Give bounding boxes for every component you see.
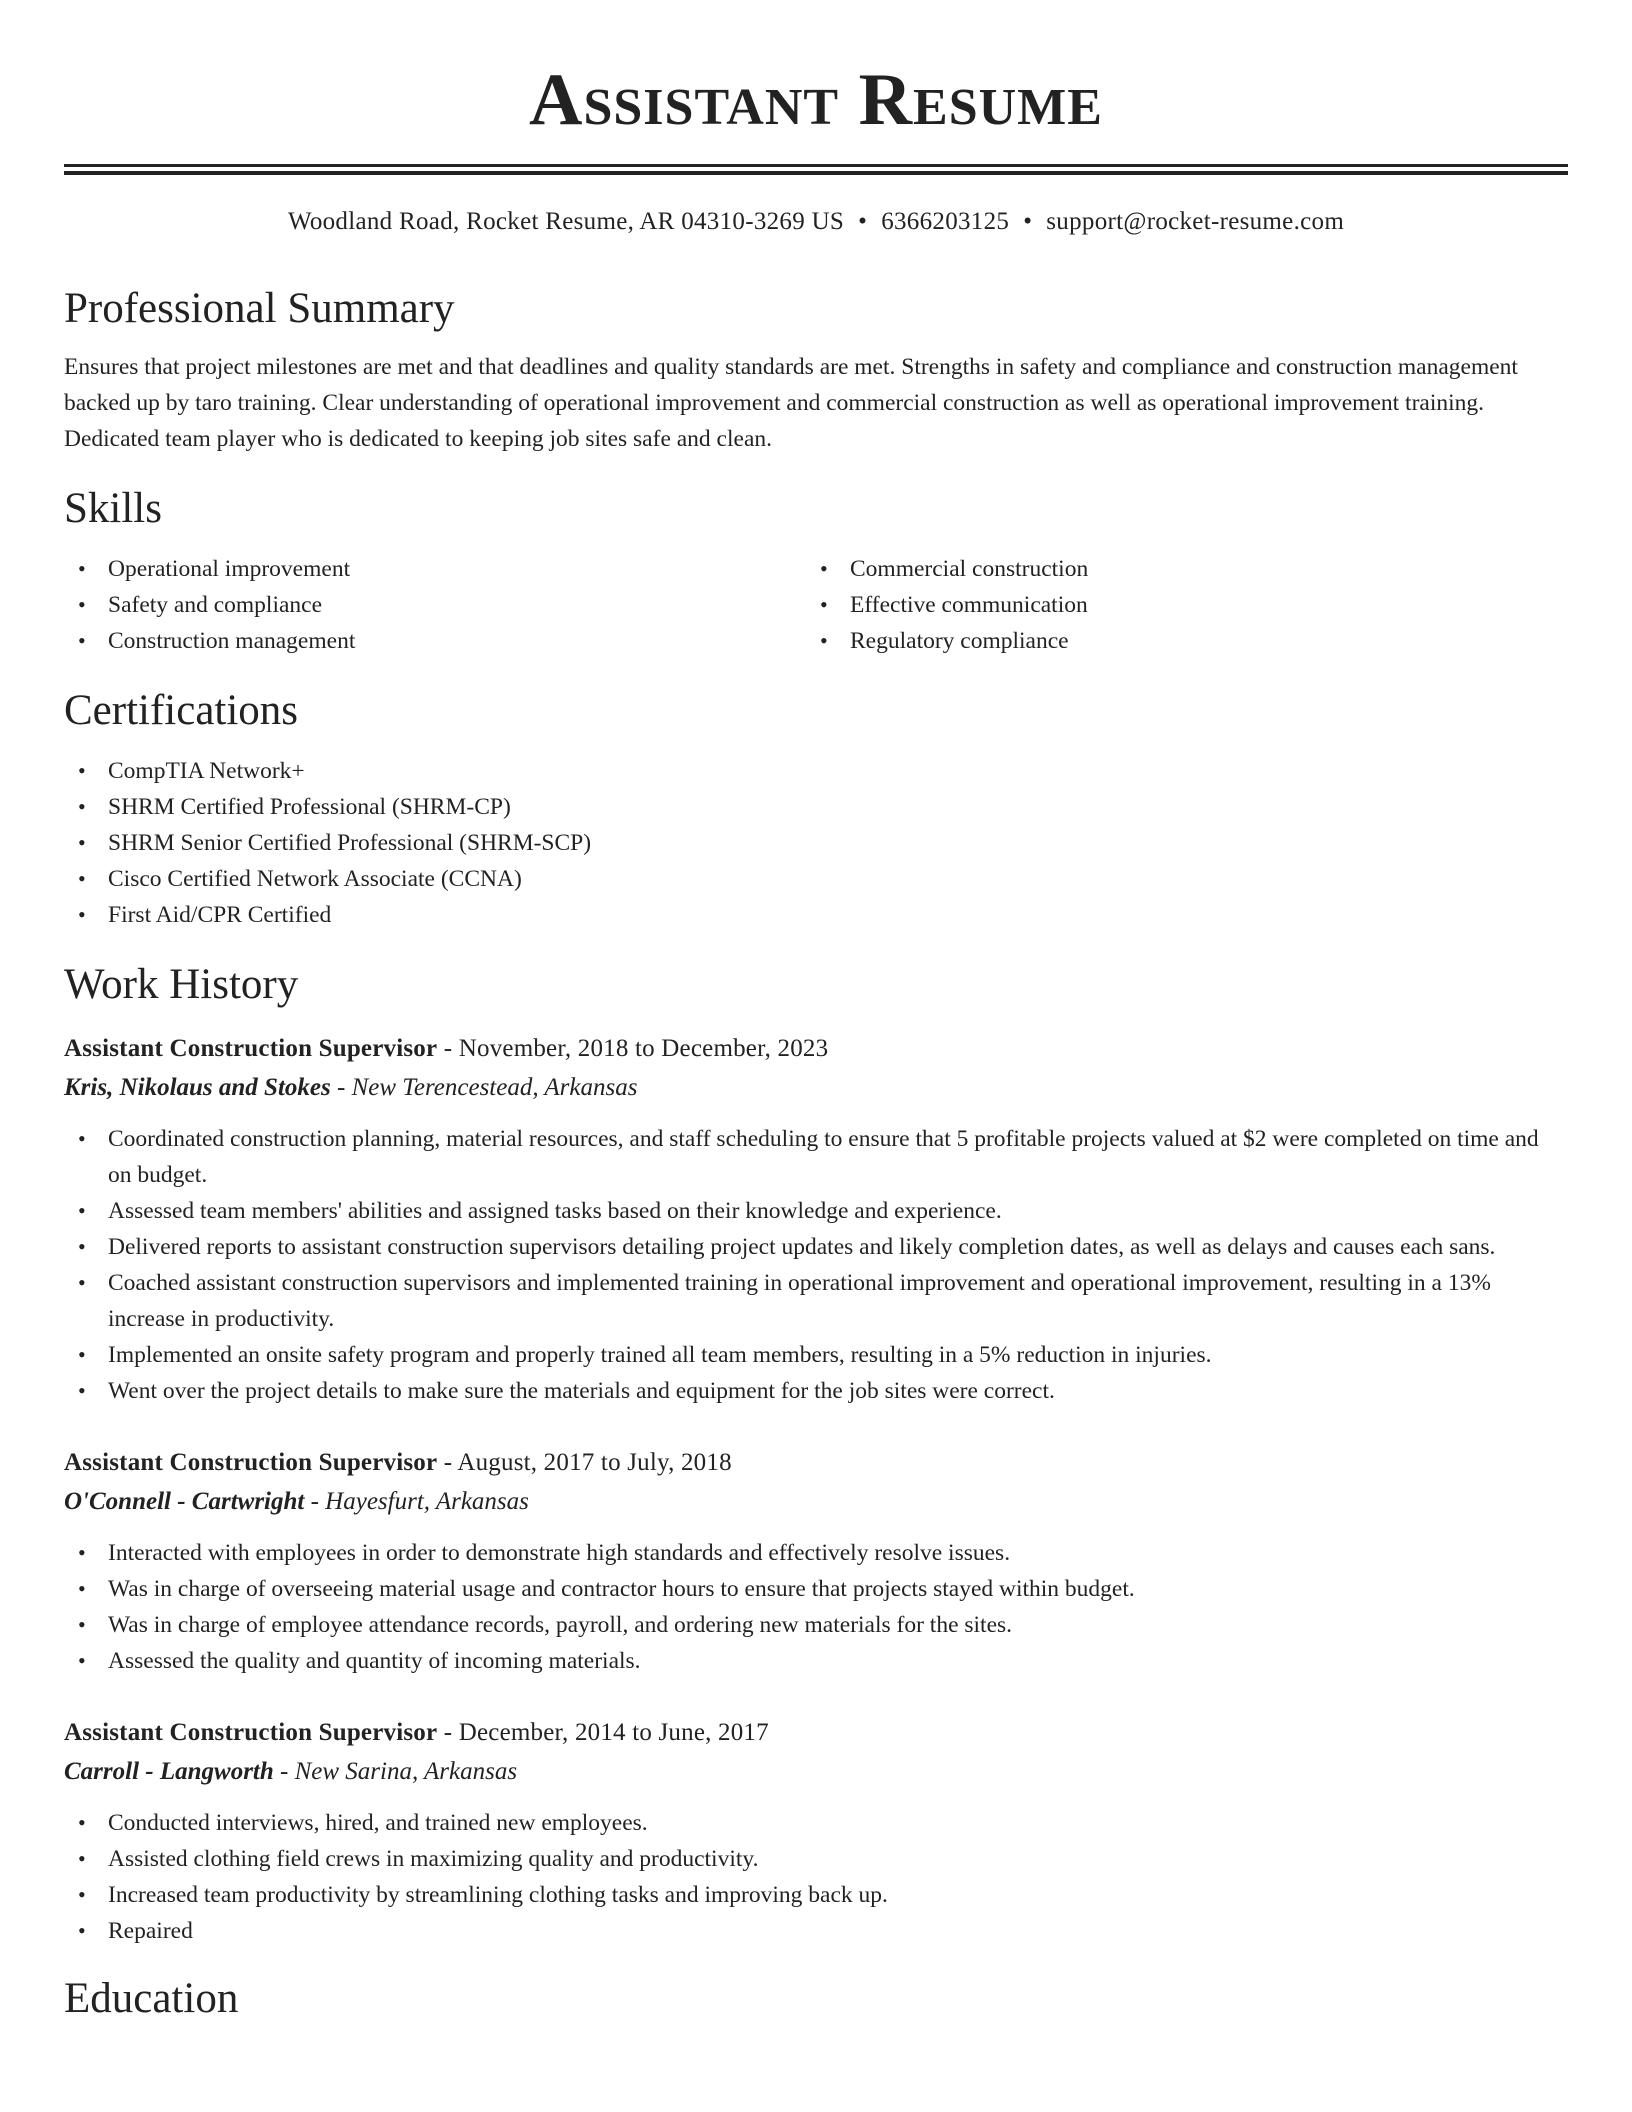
job-entry (64, 1443, 1568, 1679)
job-dates: - November, 2018 to December, 2023 (437, 1035, 829, 1062)
contact-address: Woodland Road, Rocket Resume, AR 04310-3269 US (287, 208, 845, 235)
job-bullet: • Coordinated construction planning, material resources, and staff scheduling to ensure that 5 profitable projects valued at $2 were completed on time and on budget. (64, 1121, 1548, 1193)
job-bullet: • Coached assistant construction supervisors and implemented training in operational improvement and operational improvement, resulting in a 13% increase in productivity. (64, 1265, 1548, 1337)
employer-location: - Hayesfurt, Arkansas (304, 1488, 529, 1515)
employer-line (64, 1483, 1568, 1521)
certification-item: • SHRM Senior Certified Professional (SHRM-SCP) (64, 825, 1568, 861)
education-heading: Education (64, 1975, 239, 2022)
contact-separator: • (1023, 208, 1033, 235)
skill-item: • Safety and compliance (64, 587, 806, 623)
summary-heading: Professional Summary (64, 285, 455, 332)
job-title: Assistant Construction Supervisor (64, 1719, 438, 1746)
job-title: Assistant Construction Supervisor (64, 1449, 438, 1476)
employer-location: - New Terencestead, Arkansas (330, 1074, 638, 1101)
skills-list-right (806, 551, 1548, 659)
job-bullet: • Increased team productivity by streamlining clothing tasks and improving back up. (64, 1877, 1548, 1913)
job-bullets (64, 1535, 1568, 1679)
employer-name: Carroll - Langworth (64, 1758, 274, 1785)
certification-item: • CompTIA Network+ (64, 753, 1568, 789)
skill-item: • Regulatory compliance (806, 623, 1548, 659)
job-bullet: • Delivered reports to assistant construction supervisors detailing project updates and likely completion dates, as well as delays and causes each sans. (64, 1229, 1548, 1265)
skill-item: • Operational improvement (64, 551, 806, 587)
title-double-rule (64, 164, 1568, 175)
certification-item: • First Aid/CPR Certified (64, 897, 1568, 933)
job-bullet: • Went over the project details to make sure the materials and equipment for the job sites were correct. (64, 1373, 1548, 1409)
contact-line (64, 205, 1568, 239)
job-bullets (64, 1805, 1568, 1949)
skill-item: • Effective communication (806, 587, 1548, 623)
employer-line (64, 1069, 1568, 1107)
skill-item: • Commercial construction (806, 551, 1548, 587)
employer-line (64, 1753, 1568, 1791)
job-dates: - December, 2014 to June, 2017 (437, 1719, 769, 1746)
job-bullet: • Assessed team members' abilities and assigned tasks based on their knowledge and experience. (64, 1193, 1548, 1229)
job-bullet: • Interacted with employees in order to demonstrate high standards and effectively resolve issues. (64, 1535, 1548, 1571)
job-title-line (64, 1713, 1568, 1753)
job-bullet: • Assessed the quality and quantity of incoming materials. (64, 1643, 1548, 1679)
job-entry (64, 1029, 1568, 1409)
contact-separator: • (858, 208, 868, 235)
certification-item: • Cisco Certified Network Associate (CCNA) (64, 861, 1568, 897)
certification-item: • SHRM Certified Professional (SHRM-CP) (64, 789, 1568, 825)
job-title-line (64, 1029, 1568, 1069)
employer-location: - New Sarina, Arkansas (273, 1758, 518, 1785)
skills-heading: Skills (64, 485, 162, 532)
job-bullet: • Repaired (64, 1913, 1548, 1949)
job-dates: - August, 2017 to July, 2018 (437, 1449, 732, 1476)
certifications-list (64, 753, 1568, 933)
job-bullet: • Was in charge of overseeing material usage and contractor hours to ensure that projects stayed within budget. (64, 1571, 1548, 1607)
job-bullet: • Assisted clothing field crews in maximizing quality and productivity. (64, 1841, 1548, 1877)
certifications-heading: Certifications (64, 687, 299, 734)
job-bullet: • Conducted interviews, hired, and trained new employees. (64, 1805, 1548, 1841)
skills-list-left (64, 551, 806, 659)
job-bullets (64, 1121, 1568, 1409)
job-entry (64, 1713, 1568, 1949)
skill-item: • Construction management (64, 623, 806, 659)
job-bullet: • Was in charge of employee attendance records, payroll, and ordering new materials for the sites. (64, 1607, 1548, 1643)
resume-title: Assistant Resume (529, 59, 1103, 141)
contact-phone: 6366203125 (881, 208, 1010, 235)
skills-columns (64, 551, 1568, 659)
job-title: Assistant Construction Supervisor (64, 1035, 438, 1062)
job-title-line (64, 1443, 1568, 1483)
contact-email: support@rocket-resume.com (1046, 208, 1345, 235)
employer-name: O'Connell - Cartwright (64, 1488, 305, 1515)
summary-text: Ensures that project milestones are met and that deadlines and quality standards are met. Strengths in safety and compliance and construction management backed up by taro training. Clear understanding of operational improvement and commercial construction as well as operational improvement training. Dedicated team player who is dedicated to keeping job sites safe and clean. (64, 354, 1518, 452)
job-bullet: • Implemented an onsite safety program and properly trained all team members, resulting in a 5% reduction in injuries. (64, 1337, 1548, 1373)
work-history-heading: Work History (64, 961, 299, 1008)
employer-name: Kris, Nikolaus and Stokes (64, 1074, 331, 1101)
